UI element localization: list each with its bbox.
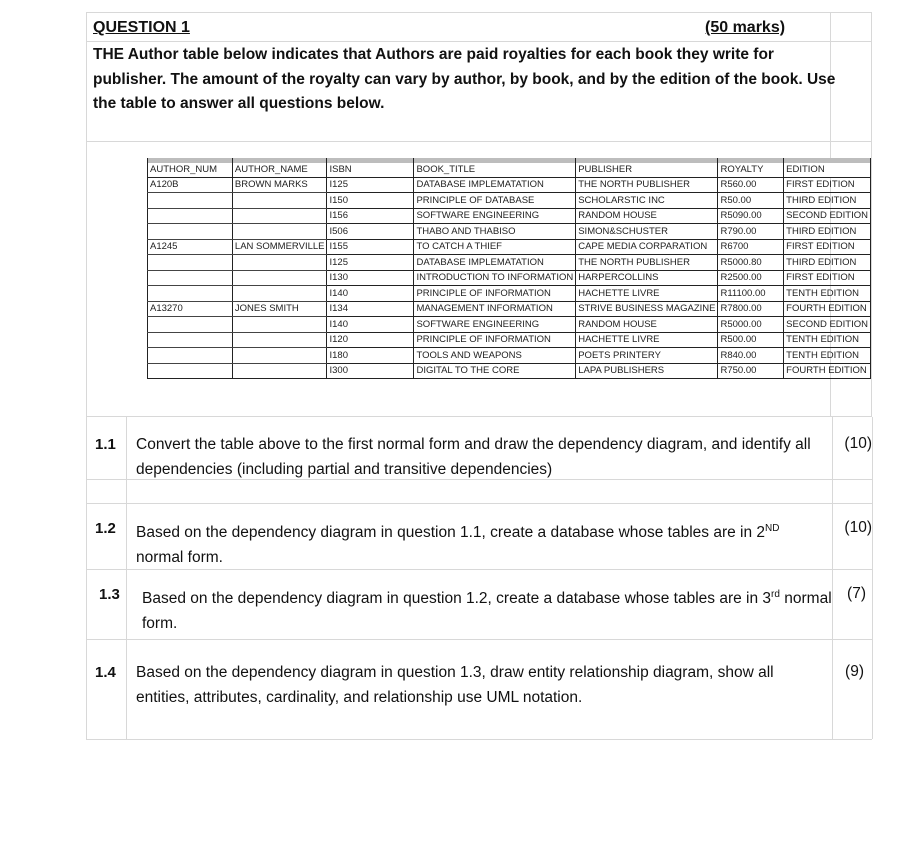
author-table (147, 158, 871, 379)
table-row (148, 177, 871, 193)
table-cell: THIRD EDITION (784, 193, 871, 209)
table-cell: TOOLS AND WEAPONS (414, 348, 576, 364)
table-cell: I140 (327, 286, 414, 302)
column-header: ROYALTY (718, 158, 784, 177)
table-row (148, 348, 871, 364)
table-cell: BROWN MARKS (232, 177, 327, 193)
table-cell: FOURTH EDITION (784, 363, 871, 379)
table-cell: R840.00 (718, 348, 784, 364)
table-cell: RANDOM HOUSE (576, 317, 718, 333)
table-cell (148, 208, 233, 224)
table-cell: PRINCIPLE OF DATABASE (414, 193, 576, 209)
subquestion-text: Based on the dependency diagram in question 1.2, create a database whose tables are in 3rd normal form. (142, 589, 832, 632)
table-cell: R2500.00 (718, 270, 784, 286)
subquestion-text: Based on the dependency diagram in question 1.1, create a database whose tables are in 2ND normal form. (136, 523, 780, 566)
table-cell: I120 (327, 332, 414, 348)
table-cell: I300 (327, 363, 414, 379)
table-cell: MANAGEMENT INFORMATION (414, 301, 576, 317)
table-row (148, 301, 871, 317)
table-cell: THIRD EDITION (784, 224, 871, 240)
subquestions (86, 417, 872, 739)
table-cell: R5000.00 (718, 317, 784, 333)
subquestion-marks: (7) (847, 585, 866, 602)
table-cell: R5000.80 (718, 255, 784, 271)
table-cell: POETS PRINTERY (576, 348, 718, 364)
table-cell: INTRODUCTION TO INFORMATION (414, 270, 576, 286)
table-cell (232, 270, 327, 286)
table-cell: R500.00 (718, 332, 784, 348)
table-cell (148, 193, 233, 209)
table-cell: SOFTWARE ENGINEERING (414, 317, 576, 333)
table-cell (148, 270, 233, 286)
question-header (86, 12, 872, 141)
table-row (148, 286, 871, 302)
table-cell: I506 (327, 224, 414, 240)
table-cell (232, 317, 327, 333)
table-cell: I134 (327, 301, 414, 317)
table-row (148, 317, 871, 333)
table-cell: DATABASE IMPLEMATATION (414, 177, 576, 193)
question-marks: (50 marks) (705, 19, 786, 36)
subquestion-number: 1.1 (95, 436, 116, 453)
table-cell (148, 224, 233, 240)
table-row (148, 270, 871, 286)
column-header: BOOK_TITLE (414, 158, 576, 177)
table-cell: I155 (327, 239, 414, 255)
table-cell: A120B (148, 177, 233, 193)
table-row (148, 193, 871, 209)
table-cell: FIRST EDITION (784, 270, 871, 286)
table-cell: HACHETTE LIVRE (576, 332, 718, 348)
column-header: ISBN (327, 158, 414, 177)
subquestion-number: 1.2 (95, 520, 116, 537)
table-row (148, 363, 871, 379)
table-cell: THABO AND THABISO (414, 224, 576, 240)
column-header: AUTHOR_NAME (232, 158, 327, 177)
table-cell: CAPE MEDIA CORPARATION (576, 239, 718, 255)
table-cell (232, 208, 327, 224)
table-cell: R750.00 (718, 363, 784, 379)
table-cell: SECOND EDITION (784, 208, 871, 224)
table-cell: DIGITAL TO THE CORE (414, 363, 576, 379)
table-cell: THE NORTH PUBLISHER (576, 255, 718, 271)
table-cell (232, 224, 327, 240)
column-header: AUTHOR_NUM (148, 158, 233, 177)
table-cell: SCHOLARSTIC INC (576, 193, 718, 209)
table-cell: R5090.00 (718, 208, 784, 224)
table-cell: SECOND EDITION (784, 317, 871, 333)
table-cell: DATABASE IMPLEMATATION (414, 255, 576, 271)
table-row (148, 255, 871, 271)
table-cell: SOFTWARE ENGINEERING (414, 208, 576, 224)
table-cell: HACHETTE LIVRE (576, 286, 718, 302)
subquestion-number: 1.4 (95, 664, 116, 681)
table-cell: TENTH EDITION (784, 286, 871, 302)
table-cell: THIRD EDITION (784, 255, 871, 271)
table-cell (232, 286, 327, 302)
table-cell: PRINCIPLE OF INFORMATION (414, 332, 576, 348)
table-cell (148, 255, 233, 271)
table-header-row (148, 158, 871, 177)
table-cell: R11100.00 (718, 286, 784, 302)
table-cell (148, 286, 233, 302)
table-cell: I125 (327, 177, 414, 193)
table-cell: FIRST EDITION (784, 239, 871, 255)
table-cell: A13270 (148, 301, 233, 317)
table-cell (148, 317, 233, 333)
table-row (148, 239, 871, 255)
table-cell: FIRST EDITION (784, 177, 871, 193)
question-document (86, 12, 872, 739)
subquestion-marks: (9) (845, 663, 864, 680)
table-cell: LAN SOMMERVILLE (232, 239, 327, 255)
table-cell: R790.00 (718, 224, 784, 240)
table-cell: I180 (327, 348, 414, 364)
table-row (148, 332, 871, 348)
table-cell: R560.00 (718, 177, 784, 193)
table-cell (148, 348, 233, 364)
table-cell: R6700 (718, 239, 784, 255)
author-table-box (86, 141, 872, 417)
subquestion-number: 1.3 (99, 586, 120, 603)
table-cell: A1245 (148, 239, 233, 255)
table-cell: RANDOM HOUSE (576, 208, 718, 224)
column-header: EDITION (784, 158, 871, 177)
table-cell: STRIVE BUSINESS MAGAZINE (576, 301, 718, 317)
table-cell (232, 255, 327, 271)
table-cell: TENTH EDITION (784, 348, 871, 364)
table-cell: LAPA PUBLISHERS (576, 363, 718, 379)
table-row (148, 224, 871, 240)
table-cell: SIMON&SCHUSTER (576, 224, 718, 240)
subquestion-marks: (10) (844, 519, 872, 536)
table-cell (148, 332, 233, 348)
table-cell (232, 363, 327, 379)
question-intro: THE Author table below indicates that Authors are paid royalties for each book they write for publisher. The amount of the royalty can vary by author, by book, and by the edition of the book. Use the table to answer all questions below. (93, 46, 836, 112)
table-cell: R50.00 (718, 193, 784, 209)
table-cell: HARPERCOLLINS (576, 270, 718, 286)
table-cell: I140 (327, 317, 414, 333)
table-cell (148, 363, 233, 379)
table-cell: R7800.00 (718, 301, 784, 317)
table-cell (232, 193, 327, 209)
table-row (148, 208, 871, 224)
subquestion-marks: (10) (844, 435, 872, 452)
column-header: PUBLISHER (576, 158, 718, 177)
table-cell: I125 (327, 255, 414, 271)
table-cell (232, 332, 327, 348)
table-cell: TO CATCH A THIEF (414, 239, 576, 255)
table-cell: THE NORTH PUBLISHER (576, 177, 718, 193)
table-cell: PRINCIPLE OF INFORMATION (414, 286, 576, 302)
subquestion-text: Convert the table above to the first normal form and draw the dependency diagram, and identify all dependencies (including partial and transitive dependencies) (136, 436, 811, 478)
table-cell (232, 348, 327, 364)
table-cell: JONES SMITH (232, 301, 327, 317)
subquestion-text: Based on the dependency diagram in question 1.3, draw entity relationship diagram, show all entities, attributes, cardinality, and relationship use UML notation. (136, 664, 774, 706)
question-title: QUESTION 1 (93, 19, 190, 36)
table-cell: I156 (327, 208, 414, 224)
table-cell: I150 (327, 193, 414, 209)
table-cell: I130 (327, 270, 414, 286)
table-cell: TENTH EDITION (784, 332, 871, 348)
table-cell: FOURTH EDITION (784, 301, 871, 317)
